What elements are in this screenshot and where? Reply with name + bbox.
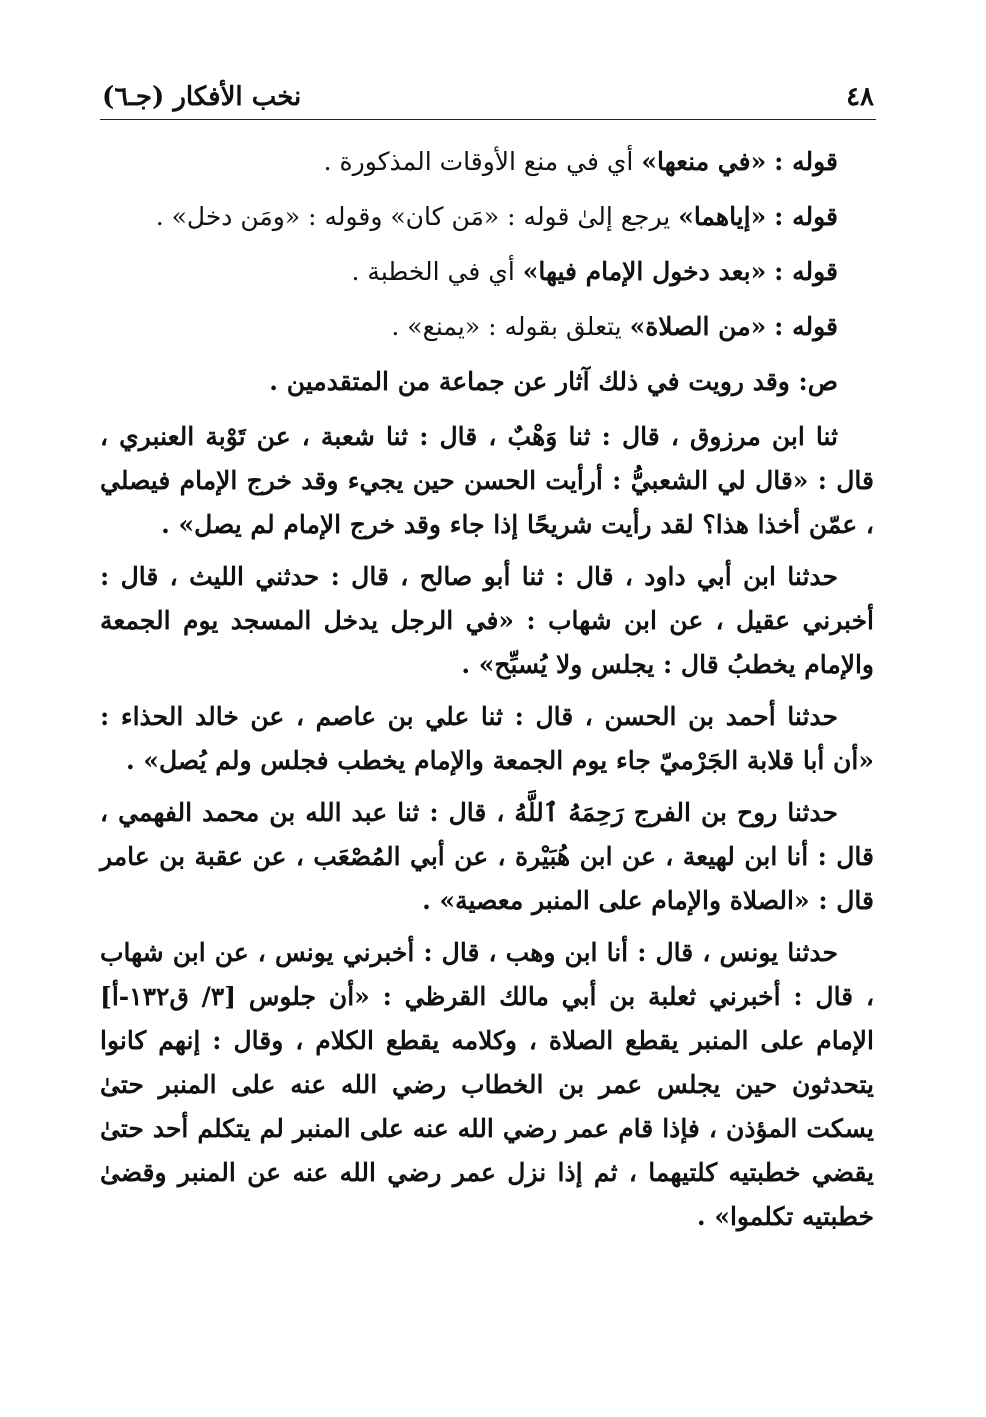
- commentary-label: قوله :: [774, 202, 838, 231]
- commentary-line: [100, 195, 874, 239]
- running-header: [102, 74, 874, 112]
- book-title: نخب الأفكار (جـ٦): [102, 82, 302, 112]
- commentary-line: [100, 250, 874, 294]
- header-divider: [100, 119, 876, 120]
- commentary-quote: «في منعها»: [641, 147, 767, 176]
- hadith-paragraph: ثنا ابن مرزوق ، قال : ثنا وَهْبٌ ، قال : ثنا شعبة ، عن تَوْبة العنبري ، قال : «قال لي الشعبيُّ : أرأيت الحسن حين يجيء وقد خرج الإمام فيصلي ، عمّن أخذا هذا؟ لقد رأيت شريحًا إذا جاء وقد خرج الإمام لم يصل» .: [100, 422, 874, 539]
- main-text: وقد رويت في ذلك آثار عن جماعة من المتقدمين .: [269, 367, 799, 396]
- commentary-text: يتعلق بقوله : «يمنع» .: [391, 312, 630, 341]
- commentary-label: قوله :: [774, 312, 838, 341]
- commentary-quote: «من الصلاة»: [629, 312, 767, 341]
- commentary-quote: «إياهما»: [678, 202, 767, 231]
- commentary-line: [100, 140, 874, 184]
- commentary-text: يرجع إلىٰ قوله : «مَن كان» وقوله : «ومَن دخل» .: [155, 202, 679, 231]
- hadith-paragraph: حدثنا أحمد بن الحسن ، قال : ثنا علي بن عاصم ، عن خالد الحذاء : «أن أبا قلابة الجَرْميّ جاء يوم الجمعة والإمام يخطب فجلس ولم يُصل» .: [100, 702, 874, 775]
- hadith-paragraph: حدثنا روح بن الفرج رَحِمَهُ ٱللَّهُ ، قال : ثنا عبد الله بن محمد الفهمي ، قال : أنا ابن لهيعة ، عن ابن هُبَيْرة ، عن أبي المُصْعَب ، عن عقبة بن عامر قال : «الصلاة والإمام على المنبر معصية» .: [100, 798, 874, 915]
- main-text-label: ص:: [798, 367, 838, 396]
- main-text-line: [100, 360, 874, 404]
- commentary-label: قوله :: [774, 257, 838, 286]
- commentary-quote: «بعد دخول الإمام فيها»: [522, 257, 767, 286]
- page-number: ٤٨: [846, 82, 874, 112]
- commentary-text: أي في الخطبة .: [351, 257, 523, 286]
- text-body: [100, 140, 874, 1247]
- hadith-paragraph: حدثنا ابن أبي داود ، قال : ثنا أبو صالح ، قال : حدثني الليث ، قال : أخبرني عقيل ، عن ابن شهاب : «في الرجل يدخل المسجد يوم الجمعة والإمام يخطبُ قال : يجلس ولا يُسبِّح» .: [100, 562, 874, 679]
- commentary-label: قوله :: [774, 147, 838, 176]
- commentary-text: أي في منع الأوقات المذكورة .: [323, 147, 642, 176]
- commentary-line: [100, 305, 874, 349]
- hadith-paragraph: حدثنا يونس ، قال : أنا ابن وهب ، قال : أخبرني يونس ، عن ابن شهاب ، قال : أخبرني ثعلبة بن أبي مالك القرظي : «أن جلوس [٣/ ق١٣٢-أ] الإمام على المنبر يقطع الصلاة ، وكلامه يقطع الكلام ، وقال : إنهم كانوا يتحدثون حين يجلس عمر بن الخطاب رضي الله عنه على المنبر حتىٰ يسكت المؤذن ، فإذا قام عمر رضي الله عنه على المنبر لم يتكلم أحد حتىٰ يقضي خطبتيه كلتيهما ، ثم إذا نزل عمر رضي الله عنه عن المنبر وقضىٰ خطبتيه تكلموا» .: [100, 938, 875, 1231]
